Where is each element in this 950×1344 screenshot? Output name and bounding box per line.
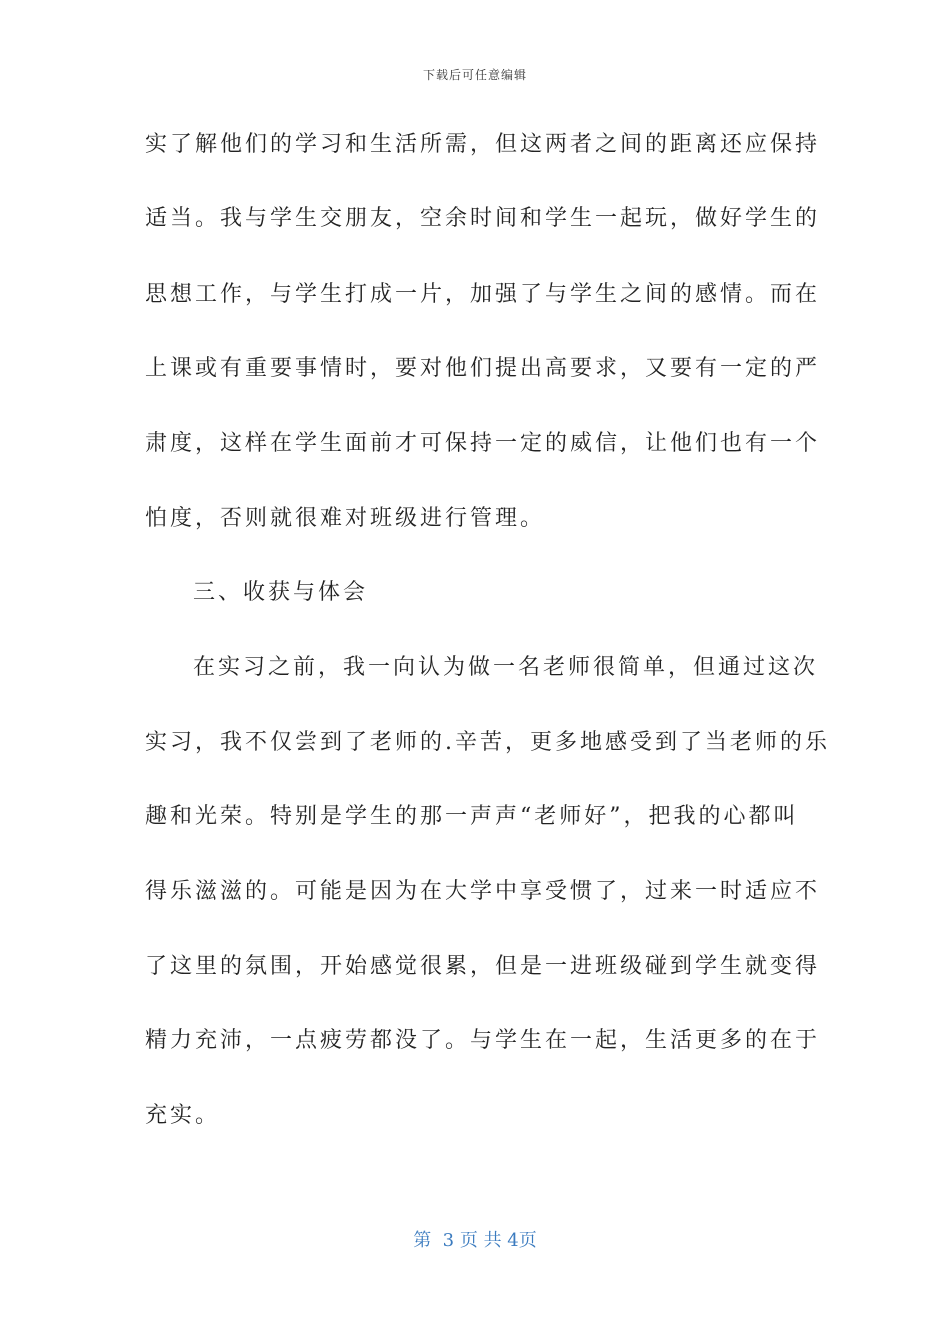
paragraph-line: 充实。 <box>145 1103 221 1128</box>
paragraph-line: 精力充沛，一点疲劳都没了。与学生在一起，生活更多的在于 <box>145 1028 821 1053</box>
paragraph-line: 趣和光荣。特别是学生的那一声声“老师好”，把我的心都叫 <box>145 804 799 829</box>
paragraph-line: 适当。我与学生交朋友，空余时间和学生一起玩，做好学生的 <box>145 206 821 231</box>
paragraph-line: 思想工作，与学生打成一片，加强了与学生之间的感情。而在 <box>145 282 821 307</box>
paragraph-line: 上课或有重要事情时，要对他们提出高要求，又要有一定的严 <box>145 356 821 381</box>
paragraph-line: 在实习之前，我一向认为做一名老师很简单，但通过这次 <box>193 655 819 680</box>
paragraph-line: 得乐滋滋的。可能是因为在大学中享受惯了，过来一时适应不 <box>145 879 821 904</box>
paragraph-line: 了这里的氛围，开始感觉很累，但是一进班级碰到学生就变得 <box>145 954 821 979</box>
paragraph-line: 肃度，这样在学生面前才可保持一定的威信，让他们也有一个 <box>145 431 821 456</box>
paragraph-line: 怕度，否则就很难对班级进行管理。 <box>145 506 546 531</box>
paragraph-line: 实了解他们的学习和生活所需，但这两者之间的距离还应保持 <box>145 132 821 157</box>
page-number: 第 3 页 共 4页 <box>413 1230 537 1251</box>
download-note: 下载后可任意编辑 <box>422 68 527 82</box>
paragraph-line: 实习，我不仅尝到了老师的.辛苦，更多地感受到了当老师的乐 <box>145 730 830 755</box>
section-heading: 三、收获与体会 <box>193 580 369 605</box>
